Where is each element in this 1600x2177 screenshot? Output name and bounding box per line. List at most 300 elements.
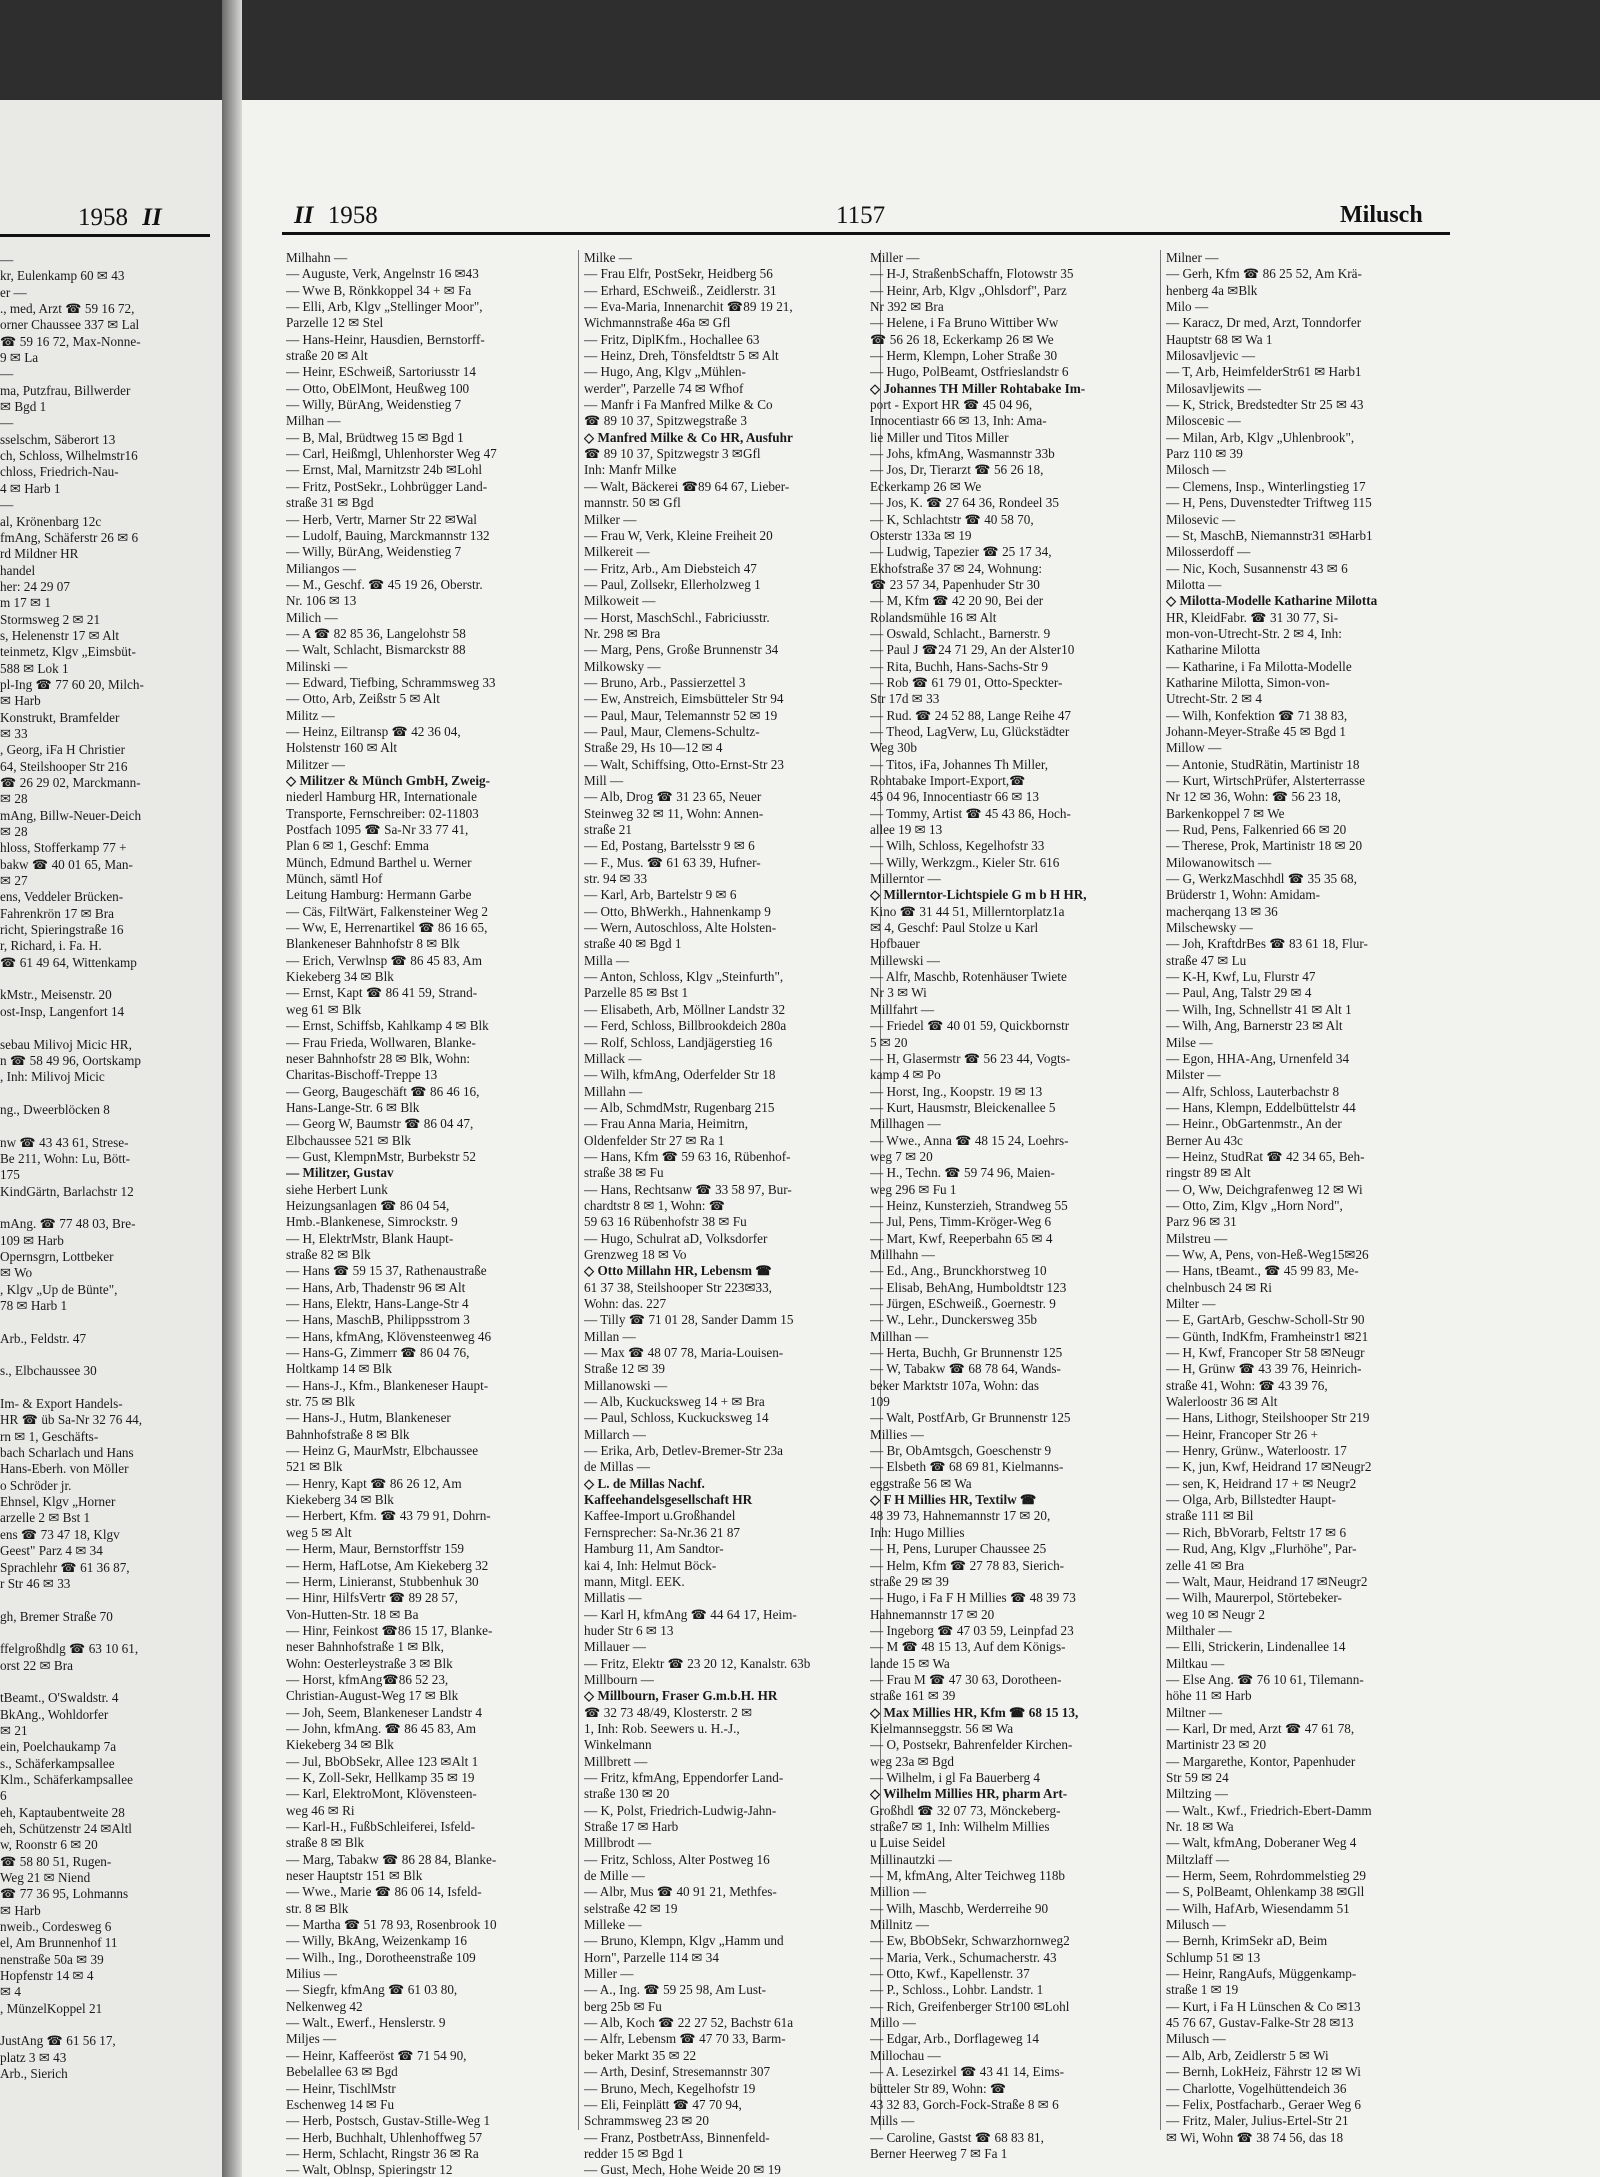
directory-entry-line: ☎ 89 10 37, Spitzwegstraße 3 <box>584 413 747 429</box>
directory-entry-line: — Eva-Maria, Innenarchit ☎89 19 21, <box>584 299 793 315</box>
right-page <box>242 100 1600 2177</box>
directory-entry-line: — Alb, Arb, Zeidlerstr 5 ✉ Wi <box>1166 2047 1329 2063</box>
directory-entry-line <box>0 1625 218 1641</box>
directory-entry-line: — Henry, Kapt ☎ 86 26 12, Am <box>286 1475 462 1491</box>
directory-entry-line: nw ☎ 43 43 61, Strese- <box>0 1134 129 1150</box>
directory-entry-line: — Hans, Elektr, Hans-Lange-Str 4 <box>286 1296 469 1311</box>
directory-entry-line: — Titos, iFa, Johannes Th Miller, <box>870 756 1049 772</box>
directory-entry-line: — Elli, Strickerin, Lindenallee 14 <box>1166 1639 1346 1655</box>
directory-entry-line: — Elisab, BehAng, Humboldtstr 123 <box>870 1279 1067 1295</box>
directory-entry-line: Berner Au 43c <box>1166 1132 1243 1148</box>
directory-entry-line: bach Scharlach und Hans <box>0 1445 134 1461</box>
directory-entry-line: Nr 3 ✉ Wi <box>870 985 927 1001</box>
directory-entry-line: — Horst, Ing., Koopstr. 19 ✉ 13 <box>870 1083 1043 1099</box>
directory-entry-line: — Alb, Drog ☎ 31 23 65, Neuer <box>584 789 762 805</box>
directory-entry-line: — Anton, Schloss, Klgv „Steinfurth", <box>584 969 784 985</box>
directory-entry-line: Fahrenkrön 17 ✉ Bra <box>0 905 114 921</box>
directory-entry-line: — Karl, ElektroMont, Klövensteen- <box>286 1786 477 1802</box>
directory-entry-line: r, Richard, i. Fa. H. <box>0 938 102 954</box>
directory-entry-line: — Charlotte, Vogelhüttendeich 36 <box>1166 2080 1347 2096</box>
directory-entry-line: — Eli, Feinplätt ☎ 47 70 94, <box>584 2096 742 2112</box>
directory-entry-line: — M, kfmAng, Alter Teichweg 118b <box>870 1868 1066 1884</box>
directory-entry-line: ◇ Milotta-Modelle Katharine Milotta <box>1166 593 1378 609</box>
directory-entry-line: — M, Kfm ☎ 42 20 90, Bei der <box>870 593 1044 609</box>
directory-entry-line: Sprachlehr ☎ 61 36 87, <box>0 1559 130 1575</box>
directory-entry-line: sebau Milivoj Micic HR, <box>0 1036 132 1052</box>
directory-entry-line: — Ludolf, Bauing, Marckmannstr 132 <box>286 527 490 543</box>
directory-entry-line: Konstrukt, Bramfelder <box>0 709 120 725</box>
directory-entry-line: Von-Hutten-Str. 18 ✉ Ba <box>286 1606 419 1622</box>
directory-entry-line: — Hans, Lithogr, Steilshooper Str 219 <box>1166 1410 1370 1426</box>
directory-entry-line: — Willy, BürAng, Weidenstieg 7 <box>286 544 462 560</box>
directory-entry-line: Elbchaussee 521 ✉ Blk <box>286 1132 411 1148</box>
directory-entry-line: — H, Glasermstr ☎ 56 23 44, Vogts- <box>870 1050 1071 1066</box>
directory-entry-line: Millan — <box>584 1328 636 1344</box>
directory-entry-line: eh, Schützenstr 24 ✉Altl <box>0 1821 132 1836</box>
directory-entry-line: kr, Eulenkamp 60 ✉ 43 <box>0 268 125 284</box>
directory-entry-line: Kiekeberg 34 ✉ Blk <box>286 1737 394 1753</box>
directory-entry-line: — Rob ☎ 61 79 01, Otto-Speckter- <box>870 674 1063 690</box>
directory-entry-line: — Olga, Arb, Billstedter Haupt- <box>1166 1492 1336 1508</box>
directory-entry-line: Milinski — <box>286 658 348 674</box>
directory-entry-line: ☎ 58 80 51, Rugen- <box>0 1853 112 1869</box>
directory-entry-line: — Ww, E, Herrenartikel ☎ 86 16 65, <box>286 920 488 936</box>
directory-entry-line: Charitas-Bischoff-Treppe 13 <box>286 1067 438 1083</box>
directory-entry-line: neser Bahnhofstr 28 ✉ Blk, Wohn: <box>286 1050 471 1066</box>
directory-entry-line: al, Krönenbarg 12c <box>0 513 102 529</box>
directory-entry-line: ☎ 77 36 95, Lohmanns <box>0 1886 129 1902</box>
directory-entry-line: m 17 ✉ 1 <box>0 595 51 611</box>
directory-entry-line: Miltkau — <box>1166 1655 1225 1671</box>
directory-entry-line: Horn", Parzelle 114 ✉ 34 <box>584 1949 719 1965</box>
left-page-column <box>0 252 218 2083</box>
directory-entry-line: — H, Pens, Luruper Chaussee 25 <box>870 1541 1047 1557</box>
directory-entry-line: Kiekeberg 34 ✉ Blk <box>286 969 394 985</box>
directory-entry-line: Millbrodt — <box>584 1835 652 1851</box>
directory-entry-line: Milkoweit — <box>584 593 656 609</box>
directory-entry-line: — Hans-J., Hutm, Blankeneser <box>286 1410 451 1426</box>
directory-entry-line: weg 61 ✉ Blk <box>286 1001 362 1017</box>
directory-entry-line: Hamburg 11, Am Sandtor- <box>584 1541 724 1557</box>
directory-entry-line <box>0 1380 218 1396</box>
directory-entry-line: Nr. 106 ✉ 13 <box>286 593 357 609</box>
directory-entry-line: — Karl H, kfmAng ☎ 44 64 17, Heim- <box>584 1606 797 1622</box>
directory-entry-line: — Alfr, Maschb, Rotenhäuser Twiete <box>870 969 1067 985</box>
directory-entry-line: Nelkenweg 42 <box>286 1998 363 2014</box>
directory-entry-line: — Fritz, DiplKfm., Hochallee 63 <box>584 331 760 347</box>
directory-entry-line: — Jos, Dr, Tierarzt ☎ 56 26 18, <box>870 462 1044 478</box>
directory-entry-line: Kino ☎ 31 44 51, Millerntorplatz1a <box>870 903 1065 919</box>
directory-entry-line: Milosavljewits — <box>1166 380 1261 396</box>
directory-entry-line: rn ✉ 1, Geschäfts- <box>0 1428 99 1444</box>
directory-entry-line: — Antonie, StudRätin, Martinistr 18 <box>1166 756 1360 772</box>
directory-entry-line: — Wilh., Ing., Dorotheenstraße 109 <box>286 1949 476 1965</box>
directory-entry-line: er — <box>0 284 27 300</box>
directory-entry-line: u Luise Seidel <box>870 1835 946 1851</box>
directory-entry-line: ◇ Millbourn, Fraser G.m.b.H. HR <box>584 1688 778 1704</box>
directory-entry-line: 59 63 16 Rübenhofstr 38 ✉ Fu <box>584 1214 747 1230</box>
directory-entry-line: Milo — <box>1166 299 1209 315</box>
directory-entry-line: nweib., Cordesweg 6 <box>0 1919 112 1935</box>
directory-entry-line: — Rolf, Schloss, Landjägerstieg 16 <box>584 1034 773 1050</box>
directory-entry-line: — Martha ☎ 51 78 93, Rosenbrook 10 <box>286 1917 497 1933</box>
directory-entry-line: ✉ Harb <box>0 693 41 709</box>
directory-entry-line: — <box>0 252 14 267</box>
directory-entry-line: macherqang 13 ✉ 36 <box>1166 903 1278 919</box>
directory-entry-line: — Georg W, Baumstr ☎ 86 04 47, <box>286 1116 474 1132</box>
directory-entry-line: — Horst, MaschSchl., Fabriciusstr. <box>584 609 770 625</box>
directory-entry-line: Hauptstr 68 ✉ Wa 1 <box>1166 331 1273 347</box>
directory-entry-line: — Marg, Tabakw ☎ 86 28 84, Blanke- <box>286 1851 497 1867</box>
directory-entry-line: — Therese, Prok, Martinistr 18 ✉ 20 <box>1166 838 1363 854</box>
directory-entry-line: orst 22 ✉ Bra <box>0 1657 73 1673</box>
directory-entry-line: Geest" Parz 4 ✉ 34 <box>0 1543 103 1559</box>
directory-entry-line: Milosceвic — <box>1166 413 1241 429</box>
directory-entry-line: bütteler Str 89, Wohn: ☎ <box>870 2080 1007 2096</box>
directory-entry-line: Miltzing — <box>1166 1786 1228 1802</box>
directory-entry-line: Miller — <box>584 1966 634 1982</box>
directory-entry-line: Milich — <box>286 609 338 625</box>
left-header-year: 1958 <box>78 204 128 231</box>
directory-entry-line: — H, Kwf, Francoper Str 58 ✉Neugr <box>1166 1345 1365 1361</box>
directory-entry-line: Millies — <box>870 1426 924 1442</box>
directory-entry-line: Weg 21 ✉ Niend <box>0 1870 91 1886</box>
directory-entry-line: — Wilh, kfmAng, Oderfelder Str 18 <box>584 1067 776 1083</box>
directory-entry-line: de Mille — <box>584 1868 645 1884</box>
directory-entry-line: — Gust, Mech, Hohe Weide 20 ✉ 19 <box>584 2162 781 2177</box>
directory-entry-line: allee 19 ✉ 13 <box>870 822 943 838</box>
directory-entry-line: , Inh: Milivoj Micic <box>0 1069 105 1085</box>
directory-entry-line: Millbourn — <box>584 1671 654 1687</box>
directory-entry-line: Straße 17 ✉ Harb <box>584 1819 679 1834</box>
directory-entry-line: — Fritz, PostSekr., Lohbrügger Land- <box>286 478 488 494</box>
directory-entry-line: Parzelle 12 ✉ Stel <box>286 315 384 331</box>
directory-entry-line: weg 46 ✉ Ri <box>286 1802 355 1818</box>
directory-entry-line: weg 7 ✉ 20 <box>870 1148 933 1164</box>
directory-entry-line: straße 1 ✉ 19 <box>1166 1982 1239 1998</box>
directory-entry-line: Klm., Schäferkampsallee <box>0 1771 133 1787</box>
directory-entry-line: Milotta — <box>1166 576 1222 592</box>
directory-entry-line: — <box>0 497 14 513</box>
directory-entry-line: Postfach 1095 ☎ Sa-Nr 33 77 41, <box>286 822 469 838</box>
directory-entry-line: Kiekeberg 34 ✉ Blk <box>286 1492 394 1508</box>
directory-entry-line: ✉ 21 <box>0 1722 28 1738</box>
directory-entry-line: Be 211, Wohn: Lu, Bött- <box>0 1150 131 1166</box>
directory-entry-line: — Walt, Maur, Heidrand 17 ✉Neugr2 <box>1166 1573 1368 1589</box>
directory-entry-line: ☎ 61 49 64, Wittenkamp <box>0 954 137 970</box>
directory-entry-line: Holstenstr 160 ✉ Alt <box>286 740 398 756</box>
directory-entry-line: — Elli, Arb, Klgv „Stellinger Moor", <box>286 299 483 315</box>
directory-entry-line: lande 15 ✉ Wa <box>870 1655 950 1671</box>
directory-entry-line: Parz 110 ✉ 39 <box>1166 446 1243 462</box>
directory-entry-line: weg 23a ✉ Bgd <box>870 1753 954 1769</box>
directory-entry-line: — Ludwig, Tapezier ☎ 25 17 34, <box>870 544 1052 560</box>
directory-entry-line: kamp 4 ✉ Po <box>870 1067 941 1083</box>
directory-entry-line: — Mart, Kwf, Reeperbahn 65 ✉ 4 <box>870 1230 1053 1246</box>
directory-entry-line: ng., Dweerblöcken 8 <box>0 1101 110 1117</box>
directory-entry-line: Millhahn — <box>870 1246 935 1262</box>
directory-entry-line: Militzer — <box>286 756 345 772</box>
directory-entry-line: — Frau Frieda, Wollwaren, Blanke- <box>286 1034 476 1050</box>
directory-entry-line: str. 75 ✉ Blk <box>286 1394 355 1410</box>
directory-entry-line: — Fritz, Schloss, Alter Postweg 16 <box>584 1851 770 1867</box>
directory-entry-line: straße 40 ✉ Bgd 1 <box>584 936 682 952</box>
directory-entry-line: Arb., Feldstr. 47 <box>0 1330 87 1346</box>
directory-entry-line: — E, GartArb, Geschw-Scholl-Str 90 <box>1166 1312 1365 1328</box>
directory-entry-line: — Katharine, i Fa Milotta-Modelle <box>1166 658 1352 674</box>
directory-entry-line: kMstr., Meisenstr. 20 <box>0 987 112 1003</box>
directory-entry-line: — Fritz, kfmAng, Eppendorfer Land- <box>584 1769 784 1785</box>
left-header-part: II <box>142 204 162 231</box>
directory-entry-line: — Gust, KlempnMstr, Burbekstr 52 <box>286 1148 476 1164</box>
directory-entry-line: — Hugo, Ang, Klgv „Mühlen- <box>584 364 746 380</box>
directory-entry-line: Straße 12 ✉ 39 <box>584 1361 666 1377</box>
directory-entry-line: rd Mildner HR <box>0 546 79 562</box>
directory-entry-line: ◇ Manfred Milke & Co HR, Ausfuhr <box>584 429 793 445</box>
directory-entry-line: — K, Strick, Bredstedter Str 25 ✉ 43 <box>1166 397 1364 413</box>
directory-entry-line: — Karl, Dr med, Arzt ☎ 47 61 78, <box>1166 1720 1355 1736</box>
directory-entry-line: 175 <box>0 1167 20 1183</box>
directory-entry-line: henberg 4a ✉Blk <box>1166 282 1258 298</box>
column-divider-1 <box>578 250 579 2130</box>
directory-entry-line: — Ingeborg ☎ 47 03 59, Leinpfad 23 <box>870 1622 1074 1638</box>
left-page-header <box>78 204 162 232</box>
directory-entry-line: Nr. 298 ✉ Bra <box>584 625 661 641</box>
directory-entry-line: Milter — <box>1166 1296 1216 1311</box>
right-header-year: 1958 <box>327 202 378 229</box>
directory-entry-line: — Rita, Buchh, Hans-Sachs-Str 9 <box>870 658 1049 674</box>
directory-entry-line: — H, Pens, Duvenstedter Triftweg 115 <box>1166 495 1372 511</box>
directory-entry-line: — Wilh, HafArb, Wiesendamm 51 <box>1166 1900 1350 1916</box>
directory-entry-line: Mill — <box>584 773 624 788</box>
directory-entry-line: 61 37 38, Steilshooper Str 223✉33, <box>584 1279 772 1295</box>
directory-entry-line: werder", Parzelle 74 ✉ Wfhof <box>584 380 744 396</box>
directory-entry-line: ringstr 89 ✉ Alt <box>1166 1165 1251 1181</box>
directory-entry-line: 43 32 83, Gorch-Fock-Straße 8 ✉ 6 <box>870 2096 1059 2112</box>
directory-entry-line: Rohtabake Import-Export,☎ <box>870 773 1026 788</box>
directory-entry-line: Kaffeehandelsgesellschaft HR <box>584 1492 753 1508</box>
directory-entry-line: — Hans ☎ 59 15 37, Rathenaustraße <box>286 1263 487 1279</box>
directory-entry-line: ☎ 23 57 34, Papenhuder Str 30 <box>870 576 1040 592</box>
directory-entry-line: ma, Putzfrau, Billwerder <box>0 382 131 398</box>
directory-entry-line: chelnbusch 24 ✉ Ri <box>1166 1279 1272 1295</box>
directory-entry-line: — B, Mal, Brüdtweg 15 ✉ Bgd 1 <box>286 429 464 445</box>
directory-entry-line: — Frau M ☎ 47 30 63, Dorotheen- <box>870 1671 1062 1687</box>
directory-entry-line: — Heinr, Arb, Klgv „Ohlsdorf", Parz <box>870 282 1067 298</box>
directory-column-3 <box>870 250 1158 2162</box>
directory-entry-line: straße 82 ✉ Blk <box>286 1246 371 1262</box>
directory-entry-line: ✉ 4 <box>0 1984 21 2000</box>
directory-entry-line: — Horst, kfmAng☎86 52 23, <box>286 1671 449 1687</box>
directory-entry-line: orner Chaussee 337 ✉ Lal <box>0 317 140 333</box>
directory-entry-line: Milschewsky — <box>1166 920 1253 936</box>
directory-entry-line: Milhahn — <box>286 250 348 265</box>
directory-entry-line <box>0 2017 218 2033</box>
directory-entry-line: — K, jun, Kwf, Heidrand 17 ✉Neugr2 <box>1166 1459 1372 1475</box>
directory-entry-line: — Maria, Verk., Schumacherstr. 43 <box>870 1949 1057 1965</box>
directory-entry-line: — Erhard, ESchweiß., Zeidlerstr. 31 <box>584 282 777 298</box>
column-divider-3 <box>1160 250 1161 2130</box>
directory-entry-line: — Herm, Linieranst, Stubbenhuk 30 <box>286 1573 479 1589</box>
directory-entry-line: — Heinr., ObGartenmstr., An der <box>1166 1116 1342 1132</box>
directory-entry-line: Milowanowitsch — <box>1166 854 1272 870</box>
directory-entry-line: — F., Mus. ☎ 61 63 39, Hufner- <box>584 854 761 870</box>
directory-entry-line: — Theod, LagVerw, Lu, Glückstädter <box>870 723 1070 739</box>
directory-entry-line: ☎ 89 10 37, Spitzwegstr 3 ✉Gfl <box>584 446 761 462</box>
directory-entry-line: — Manfr i Fa Manfred Milke & Co <box>584 397 773 413</box>
directory-entry-line: Milner — <box>1166 250 1219 265</box>
directory-entry-line: — Else Ang. ☎ 76 10 61, Tilemann- <box>1166 1671 1364 1687</box>
directory-entry-line: Rolandsmühle 16 ✉ Alt <box>870 609 997 625</box>
directory-entry-line: s, Helenenstr 17 ✉ Alt <box>0 627 120 643</box>
directory-entry-line: Milosevic — <box>1166 511 1236 527</box>
directory-entry-line: eh, Kaptaubentweite 28 <box>0 1804 125 1820</box>
directory-entry-line: Schrammsweg 23 ✉ 20 <box>584 2113 709 2129</box>
directory-entry-line: Milke — <box>584 250 632 265</box>
directory-entry-line: — Auguste, Verk, Angelnstr 16 ✉43 <box>286 266 479 282</box>
directory-entry-line: ✉ Bgd 1 <box>0 399 47 415</box>
directory-entry-line: niederl Hamburg HR, Internationale <box>286 789 477 805</box>
directory-entry-line: zelle 41 ✉ Bra <box>1166 1557 1245 1573</box>
directory-entry-line: — H-J, StraßenbSchaffn, Flotowstr 35 <box>870 266 1074 282</box>
directory-entry-line: ., med, Arzt ☎ 59 16 72, <box>0 301 135 317</box>
directory-entry-line: — Fritz, Arb., Am Diebsteich 47 <box>584 560 757 576</box>
directory-entry-line: Millhagen — <box>870 1116 941 1132</box>
directory-entry-line: Millack — <box>584 1050 642 1066</box>
directory-entry-line: ✉ 28 <box>0 824 28 840</box>
directory-entry-line: — Joh, KraftdrBes ☎ 83 61 18, Flur- <box>1166 936 1368 952</box>
directory-entry-line: Wohn: das. 227 <box>584 1296 667 1311</box>
directory-entry-line: — Rud, Pens, Falkenried 66 ✉ 20 <box>1166 822 1347 838</box>
directory-entry-line: 6 <box>0 1788 7 1804</box>
directory-entry-line: — A., Ing. ☎ 59 25 98, Am Lust- <box>584 1982 767 1998</box>
directory-entry-line: Hopfenstr 14 ✉ 4 <box>0 1968 94 1984</box>
directory-entry-line: Str 59 ✉ 24 <box>1166 1769 1229 1785</box>
directory-entry-line: — Wilh, Maschb, Werderreihe 90 <box>870 1900 1049 1916</box>
directory-entry-line: — Franz, PostbetrAss, Binnenfeld- <box>584 2129 770 2145</box>
directory-entry-line: Inh: Manfr Milke <box>584 462 677 478</box>
directory-entry-line: nenstraße 50a ✉ 39 <box>0 1951 104 1967</box>
directory-entry-line: — Georg, Baugeschäft ☎ 86 46 16, <box>286 1083 480 1099</box>
directory-entry-line: n ☎ 58 49 96, Oortskamp <box>0 1052 141 1068</box>
directory-entry-line: — Rich, BbVorarb, Feltstr 17 ✉ 6 <box>1166 1524 1347 1540</box>
directory-entry-line: — Siegfr, kfmAng ☎ 61 03 80, <box>286 1982 458 1998</box>
directory-entry-line: Nr 392 ✉ Bra <box>870 299 944 315</box>
directory-entry-line: Osterstr 133a ✉ 19 <box>870 527 972 543</box>
directory-entry-line: ch, Schloss, Wilhelmstr16 <box>0 448 138 464</box>
directory-entry-line: Großhdl ☎ 32 07 73, Mönckeberg- <box>870 1802 1061 1818</box>
directory-entry-line: ✉ Wo <box>0 1265 33 1281</box>
directory-entry-line: — K, Polst, Friedrich-Ludwig-Jahn- <box>584 1802 777 1818</box>
directory-entry-line: huder Str 6 ✉ 13 <box>584 1622 674 1638</box>
directory-entry-line: el, Am Brunnenhof 11 <box>0 1935 118 1951</box>
directory-entry-line: — K-H, Kwf, Lu, Flurstr 47 <box>1166 969 1316 985</box>
directory-entry-line: — Wilh, Ing, Schnellstr 41 ✉ Alt 1 <box>1166 1001 1352 1017</box>
directory-entry-line: straße7 ✉ 1, Inh: Wilhelm Millies <box>870 1819 1050 1834</box>
directory-entry-line: — Tommy, Artist ☎ 45 43 86, Hoch- <box>870 805 1071 821</box>
directory-entry-line: — Heinz, Kunsterzieh, Strandweg 55 <box>870 1197 1068 1213</box>
directory-entry-line: — Heinz, Dreh, Tönsfeldtstr 5 ✉ Alt <box>584 348 779 364</box>
directory-entry-line: — A. Lesezirkel ☎ 43 41 14, Eims- <box>870 2064 1065 2080</box>
directory-entry-line: port - Export HR ☎ 45 04 96, <box>870 397 1033 413</box>
directory-entry-line: straße 41, Wohn: ☎ 43 39 76, <box>1166 1377 1328 1393</box>
directory-entry-line: — Heinz, StudRat ☎ 42 34 65, Beh- <box>1166 1148 1365 1164</box>
directory-entry-line: — Heinr, Francoper Str 26 + <box>1166 1426 1318 1442</box>
right-header-part: II <box>294 202 314 229</box>
directory-entry-line: 4 ✉ Harb 1 <box>0 480 61 496</box>
directory-entry-line: ◇ F H Millies HR, Textilw ☎ <box>870 1492 1037 1508</box>
directory-entry-line: — Wilh, Ang, Barnerstr 23 ✉ Alt <box>1166 1018 1343 1034</box>
directory-entry-line: ✉ 27 <box>0 873 28 889</box>
directory-entry-line: Milker — <box>584 511 637 527</box>
directory-entry-line: — Alfr, Schloss, Lauterbachstr 8 <box>1166 1083 1340 1099</box>
directory-entry-line: Miltner — <box>1166 1704 1223 1720</box>
directory-entry-line: mon-von-Utrecht-Str. 2 ✉ 4, Inh: <box>1166 625 1342 641</box>
directory-entry-line: Milosch — <box>1166 462 1226 478</box>
directory-entry-line: Katharine Milotta <box>1166 642 1261 658</box>
directory-entry-line: — Oswald, Schlacht., Barnerstr. 9 <box>870 625 1051 641</box>
directory-entry-line: — Bruno, Arb., Passierzettel 3 <box>584 674 746 690</box>
directory-entry-line: — W., Lehr., Dunckersweg 35b <box>870 1312 1038 1328</box>
directory-entry-line: — Hans, MaschB, Philippsstrom 3 <box>286 1312 470 1328</box>
directory-entry-line: Walerloostr 36 ✉ Alt <box>1166 1394 1278 1410</box>
directory-entry-line: Hmb.-Blankenese, Simrockstr. 9 <box>286 1214 458 1230</box>
directory-entry-line: — Herbert, Kfm. ☎ 43 79 91, Dohrn- <box>286 1508 491 1524</box>
directory-entry-line: Milstreu — <box>1166 1230 1228 1246</box>
directory-entry-line: — Joh, Seem, Blankeneser Landstr 4 <box>286 1704 482 1720</box>
directory-entry-line: — Henry, Grünw., Waterloostr. 17 <box>1166 1443 1347 1459</box>
directory-entry-line: — Rud. ☎ 24 52 88, Lange Reihe 47 <box>870 707 1072 723</box>
directory-entry-line: — Frau Elfr, PostSekr, Heidberg 56 <box>584 266 773 282</box>
directory-entry-line: — Marg, Pens, Große Brunnenstr 34 <box>584 642 779 658</box>
directory-entry-line: Katharine Milotta, Simon-von- <box>1166 674 1330 690</box>
directory-entry-line: Kielmannseggstr. 56 ✉ Wa <box>870 1720 1014 1736</box>
directory-entry-line: Million — <box>870 1884 927 1900</box>
directory-entry-line: Millewski — <box>870 952 940 968</box>
directory-entry-line: Miller — <box>870 250 920 265</box>
directory-entry-line: — sen, K, Heidrand 17 + ✉ Neugr2 <box>1166 1475 1357 1491</box>
directory-entry-line: — Wilh, Konfektion ☎ 71 38 83, <box>1166 707 1348 723</box>
directory-column-4 <box>1166 250 1458 2146</box>
directory-entry-line: — Albr, Mus ☎ 40 91 21, Methfes- <box>584 1884 777 1900</box>
directory-entry-line: — Paul, Schloss, Kuckucksweg 14 <box>584 1410 769 1426</box>
directory-entry-line: — Wilh, Maurerpol, Störtebeker- <box>1166 1590 1342 1606</box>
directory-entry-line: s., Schäferkampsallee <box>0 1755 115 1771</box>
directory-entry-line: mann, Mitgl. EEK. <box>584 1573 685 1589</box>
directory-entry-line: Hans-Eberh. von Möller <box>0 1461 129 1477</box>
directory-entry-line: 1, Inh: Rob. Seewers u. H.-J., <box>584 1720 740 1736</box>
directory-entry-line: fmAng, Schäferstr 26 ✉ 6 <box>0 529 139 545</box>
directory-entry-line: — Militzer, Gustav <box>286 1165 394 1181</box>
directory-entry-line: chardtstr 8 ✉ 1, Wohn: ☎ <box>584 1197 726 1213</box>
directory-entry-line: Milhan — <box>286 413 341 429</box>
left-page <box>0 100 223 2177</box>
directory-entry-line: — Bruno, Klempn, Klgv „Hamm und <box>584 1933 784 1949</box>
directory-entry-line: ✉ Wi, Wohn ☎ 38 74 56, das 18 <box>1166 2129 1344 2145</box>
directory-entry-line: lie Miller und Titos Miller <box>870 429 1009 445</box>
directory-entry-line: — Wwe., Marie ☎ 86 06 14, Isfeld- <box>286 1884 482 1900</box>
directory-entry-line: — Wilh, Schloss, Kegelhofstr 33 <box>870 838 1045 854</box>
directory-entry-line: straße 29 ✉ 39 <box>870 1573 949 1589</box>
directory-entry-line: — Hugo, i Fa F H Millies ☎ 48 39 73 <box>870 1590 1076 1606</box>
directory-entry-line: Millinautzki — <box>870 1851 952 1867</box>
directory-entry-line: — Herm, HafLotse, Am Kiekeberg 32 <box>286 1557 489 1573</box>
page-number: 1157 <box>836 202 886 229</box>
directory-entry-line: Berner Heerweg 7 ✉ Fa 1 <box>870 2145 1008 2161</box>
directory-entry-line: Johann-Meyer-Straße 45 ✉ Bgd 1 <box>1166 723 1346 739</box>
directory-entry-line: — Fritz, Elektr ☎ 23 20 12, Kanalstr. 63b <box>584 1655 811 1671</box>
directory-entry-line: — Wern, Autoschloss, Alte Holsten- <box>584 920 777 936</box>
